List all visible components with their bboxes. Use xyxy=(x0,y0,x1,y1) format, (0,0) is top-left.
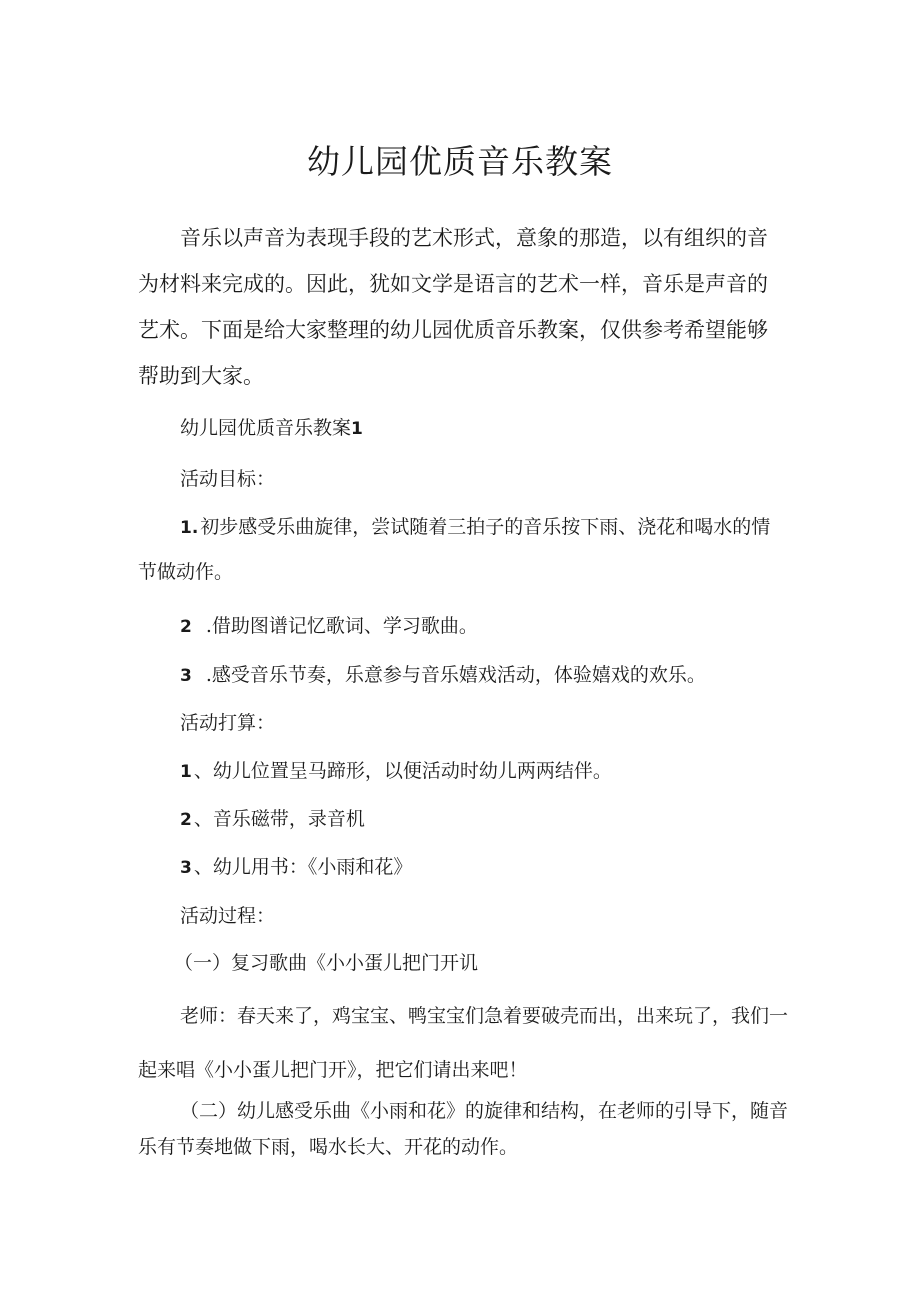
goals-heading: 活动目标： xyxy=(180,468,276,490)
prep-item xyxy=(180,756,612,783)
prep-number: 2 xyxy=(180,810,192,830)
step2-paragraph: （二）幼儿感受乐曲《小雨和花》的旋律和结构，在老师的引导下，随音乐有节奏地做下雨，喝水长大、开花的动作。 xyxy=(138,1100,789,1158)
document-title: 幼儿园优质音乐教案 xyxy=(307,142,613,181)
goal-item xyxy=(180,660,706,687)
goal-number: 2 xyxy=(180,617,192,637)
goal-item xyxy=(180,611,478,638)
prep-text: 、幼儿位置呈马蹄形，以便活动时幼儿两两结伴。 xyxy=(193,760,612,782)
goal-text: 初步感受乐曲旋律，尝试随着三拍子的音乐按下雨、浇花和喝水的情节做动作。 xyxy=(138,516,771,583)
section-title xyxy=(180,413,365,440)
prep-item xyxy=(180,852,412,879)
prep-text: 、幼儿用书：《小雨和花》 xyxy=(193,856,413,878)
step1-heading: （一）复习歌曲《小小蛋儿把门开讥 xyxy=(174,952,479,974)
teacher-line: 老师：春天来了，鸡宝宝、鸭宝宝们急着要破壳而出，出来玩了，我们一起来唱《小小蛋儿把门开》，把它们请出来吧！ xyxy=(138,1005,789,1081)
section-title-text: 幼儿园优质音乐教案 xyxy=(180,417,352,439)
prep-item xyxy=(180,804,365,831)
process-heading: 活动过程： xyxy=(180,905,276,927)
goal-item xyxy=(138,505,788,594)
prep-text: 、音乐磁带，录音机 xyxy=(193,808,365,830)
prep-number: 1 xyxy=(180,762,192,782)
prep-number: 3 xyxy=(180,858,192,878)
intro-paragraph: 音乐以声音为表现手段的艺术形式，意象的那造，以有组织的音为材料来完成的。因此，犹如文学是语言的艺术一样，音乐是声音的艺术。下面是给大家整理的幼儿园优质音乐教案，仅供参考希望能够帮助到大家。 xyxy=(138,226,768,388)
section-title-number: 1 xyxy=(351,419,363,439)
goal-number: 1. xyxy=(180,518,199,538)
goal-text: .感受音乐节奏，乐意参与音乐嬉戏活动，体验嬉戏的欢乐。 xyxy=(205,664,706,686)
goal-number: 3 xyxy=(180,666,192,686)
prep-heading: 活动打算： xyxy=(180,712,276,734)
goal-text: .借助图谱记忆歌词、学习歌曲。 xyxy=(205,615,478,637)
